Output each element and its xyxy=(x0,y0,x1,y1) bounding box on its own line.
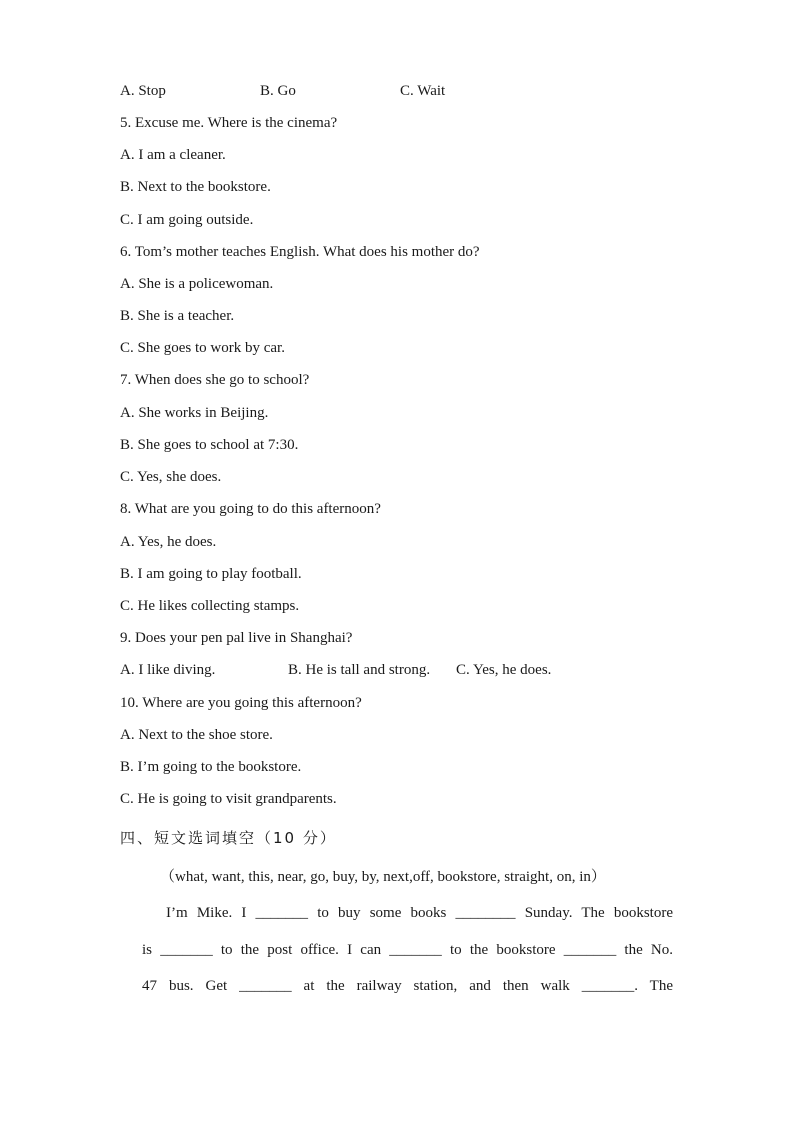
question-6: 6. Tom’s mother teaches English. What does his mother do? xyxy=(120,244,480,260)
q8-option-a: A. Yes, he does. xyxy=(120,534,217,550)
q6-option-c: C. She goes to work by car. xyxy=(120,340,285,356)
q5-option-c: C. I am going outside. xyxy=(120,212,254,228)
question-5: 5. Excuse me. Where is the cinema? xyxy=(120,115,338,131)
question-10: 10. Where are you going this afternoon? xyxy=(120,695,362,711)
q9-options-row xyxy=(120,660,552,680)
q6-option-a: A. She is a policewoman. xyxy=(120,276,274,292)
passage-line-3: 47 bus. Get _______ at the railway station, and then walk _______. The xyxy=(142,978,673,994)
word-bank: （what, want, this, near, go, buy, by, next,off, bookstore, straight, on, in） xyxy=(160,869,606,885)
q10-option-a: A. Next to the shoe store. xyxy=(120,727,273,743)
question-8: 8. What are you going to do this afternoon? xyxy=(120,501,381,517)
q8-option-b: B. I am going to play football. xyxy=(120,566,302,582)
q8-option-c: C. He likes collecting stamps. xyxy=(120,598,300,614)
q7-option-c: C. Yes, she does. xyxy=(120,469,222,485)
q10-option-b: B. I’m going to the bookstore. xyxy=(120,759,302,775)
question-7: 7. When does she go to school? xyxy=(120,372,310,388)
question-9: 9. Does your pen pal live in Shanghai? xyxy=(120,630,353,646)
q4-option-c: C. Wait xyxy=(400,83,446,99)
q10-option-c: C. He is going to visit grandparents. xyxy=(120,791,337,807)
q4-options-row xyxy=(120,81,446,101)
q5-option-a: A. I am a cleaner. xyxy=(120,147,226,163)
q4-option-b: B. Go xyxy=(260,83,296,99)
q6-option-b: B. She is a teacher. xyxy=(120,308,235,324)
passage-line-2: is _______ to the post office. I can _______ to the bookstore _______ the No. xyxy=(142,942,673,958)
q7-option-a: A. She works in Beijing. xyxy=(120,405,269,421)
q9-option-c: C. Yes, he does. xyxy=(456,662,552,678)
q9-option-b: B. He is tall and strong. xyxy=(288,662,431,678)
section-4-title: 四、短文选词填空（10 分） xyxy=(120,829,337,847)
passage-line-1: I’m Mike. I _______ to buy some books ________ Sunday. The bookstore xyxy=(166,905,673,921)
q7-option-b: B. She goes to school at 7:30. xyxy=(120,437,299,453)
q4-option-a: A. Stop xyxy=(120,83,166,99)
q5-option-b: B. Next to the bookstore. xyxy=(120,179,271,195)
q9-option-a: A. I like diving. xyxy=(120,662,216,678)
